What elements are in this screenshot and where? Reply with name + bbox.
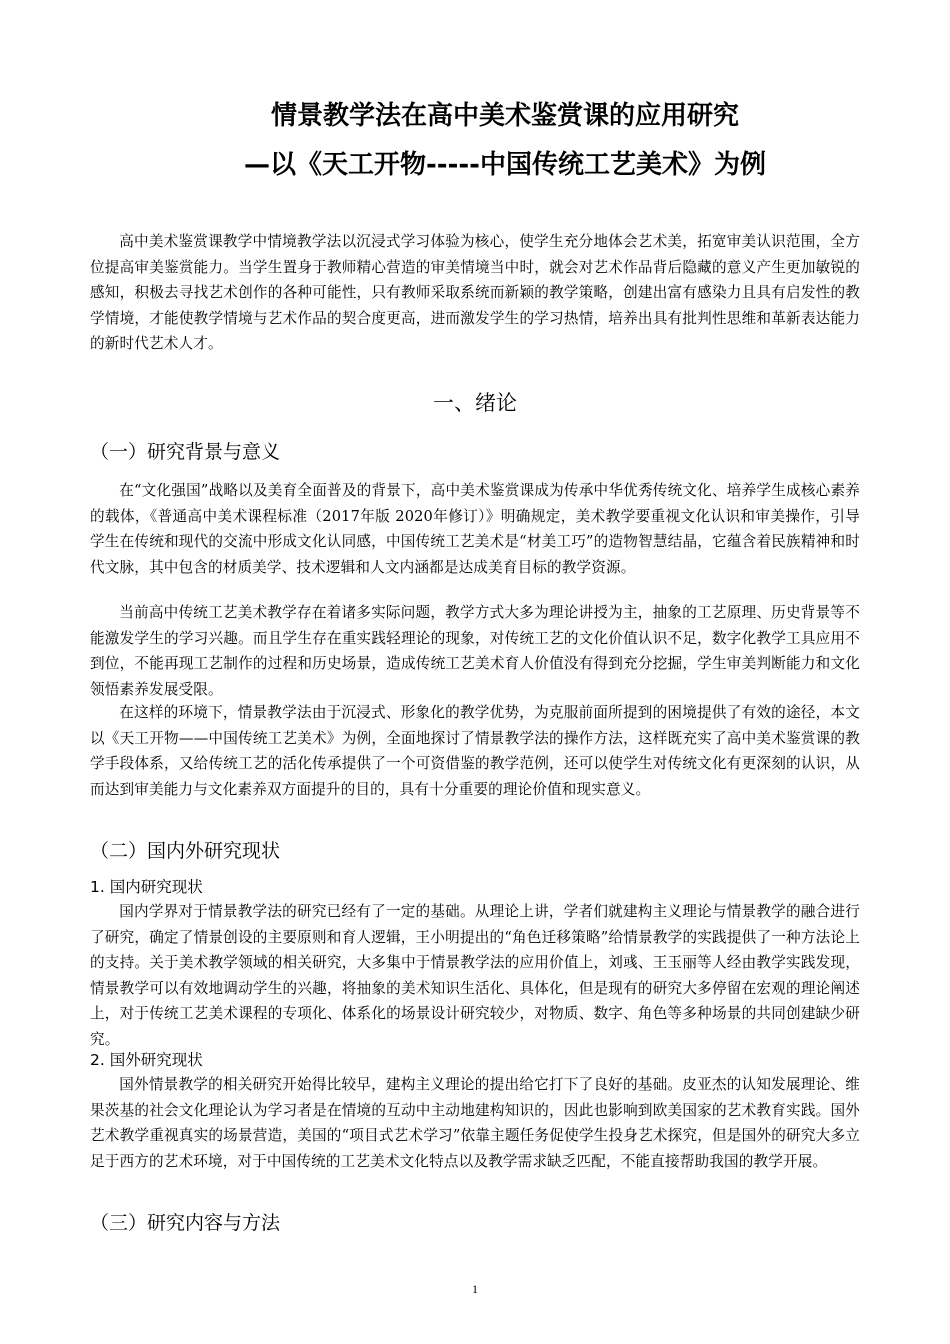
foreign-research-heading: 2. 国外研究现状 xyxy=(90,1051,203,1069)
foreign-research-paragraph: 国外情景教学的相关研究开始得比较早，建构主义理论的提出给它打下了良好的基础。皮亚杰的认知发展理论、维果茨基的社会文化理论认为学习者是在情境的互动中主动地建构知识的，因此也影响到欧美国家的艺术教育实践。国外艺术教学重视真实的场景营造，美国的“项目式艺术学习”依靠主题任务促使学生投身艺术探究，但是国外的研究大多立足于西方的艺术环境，对于中国传统的工艺美术文化特点以及教学需求缺乏匹配，不能直接帮助我国的教学开展。 xyxy=(90,1076,860,1170)
background-paragraph-1: 在“文化强国”战略以及美育全面普及的背景下，高中美术鉴赏课成为传承中华优秀传统文化、培养学生成核心素养的载体，《普通高中美术课程标准（2017年版 2020年修订）》明确规定，美术教学要重视文化认识和审美操作，引导学生在传统和现代的交流中形成文化认同感，中国传统工艺美术是“材美工巧”的造物智慧结晶，它蕴含着民族精神和时代文脉，其中包含的材质美学、技术逻辑和人文内涵都是达成美育目标的教学资源。 xyxy=(90,482,860,576)
paper-subtitle: —以《天工开物-----中国传统工艺美术》为例 xyxy=(244,150,766,180)
paper-title: 情景教学法在高中美术鉴赏课的应用研究 xyxy=(270,101,739,131)
page-number: 1 xyxy=(472,1282,478,1296)
subsection-heading-content-methods: （三）研究内容与方法 xyxy=(90,1212,281,1234)
domestic-research-heading: 1. 国内研究现状 xyxy=(90,878,203,896)
abstract-paragraph: 高中美术鉴赏课教学中情境教学法以沉浸式学习体验为核心，使学生充分地体会艺术美，拓宽审美认识范围，全方位提高审美鉴赏能力。当学生置身于教师精心营造的审美情境当中时，就会对艺术作品背后隐藏的意义产生更加敏锐的感知，积极去寻找艺术创作的各种可能性，只有教师采取系统而新颖的教学策略，创建出富有感染力且具有启发性的教学情境，才能使教学情境与艺术作品的契合度更高，进而激发学生的学习热情，培养出具有批判性思维和革新表达能力的新时代艺术人才。 xyxy=(90,233,860,352)
subsection-heading-research-status: （二）国内外研究现状 xyxy=(90,840,281,862)
section-heading-introduction: 一、绪论 xyxy=(433,391,517,415)
background-paragraph-2: 当前高中传统工艺美术教学存在着诸多实际问题，教学方式大多为理论讲授为主，抽象的工艺原理、历史背景等不能激发学生的学习兴趣。而且学生存在重实践轻理论的现象，对传统工艺的文化价值认识不足，数字化教学工具应用不到位，不能再现工艺制作的过程和历史场景，造成传统工艺美术育人价值没有得到充分挖掘，学生审美判断能力和文化领悟素养发展受限。 xyxy=(90,604,860,698)
background-paragraph-3: 在这样的环境下，情景教学法由于沉浸式、形象化的教学优势，为克服前面所提到的困境提供了有效的途径，本文以《天工开物——中国传统工艺美术》为例，全面地探讨了情景教学法的操作方法，这样既充实了高中美术鉴赏课的教学手段体系，又给传统工艺的活化传承提供了一个可资借鉴的教学范例，还可以使学生对传统文化有更深刻的认识，从而达到审美能力与文化素养双方面提升的目的，具有十分重要的理论价值和现实意义。 xyxy=(90,704,860,798)
domestic-research-paragraph: 国内学界对于情景教学法的研究已经有了一定的基础。从理论上讲，学者们就建构主义理论与情景教学的融合进行了研究，确定了情景创设的主要原则和育人逻辑，王小明提出的“角色迁移策略”给情景教学的实践提供了一种方法论上的支持。关于美术教学领域的相关研究，大多集中于情景教学法的应用价值上，刘彧、王玉丽等人经由教学实践发现，情景教学可以有效地调动学生的兴趣，将抽象的美术知识生活化、具体化，但是现有的研究大多停留在宏观的理论阐述上，对于传统工艺美术课程的专项化、体系化的场景设计研究较少，对物质、数字、角色等多种场景的共同创建缺少研究。 xyxy=(90,903,860,1048)
subsection-heading-background: （一）研究背景与意义 xyxy=(90,441,281,463)
